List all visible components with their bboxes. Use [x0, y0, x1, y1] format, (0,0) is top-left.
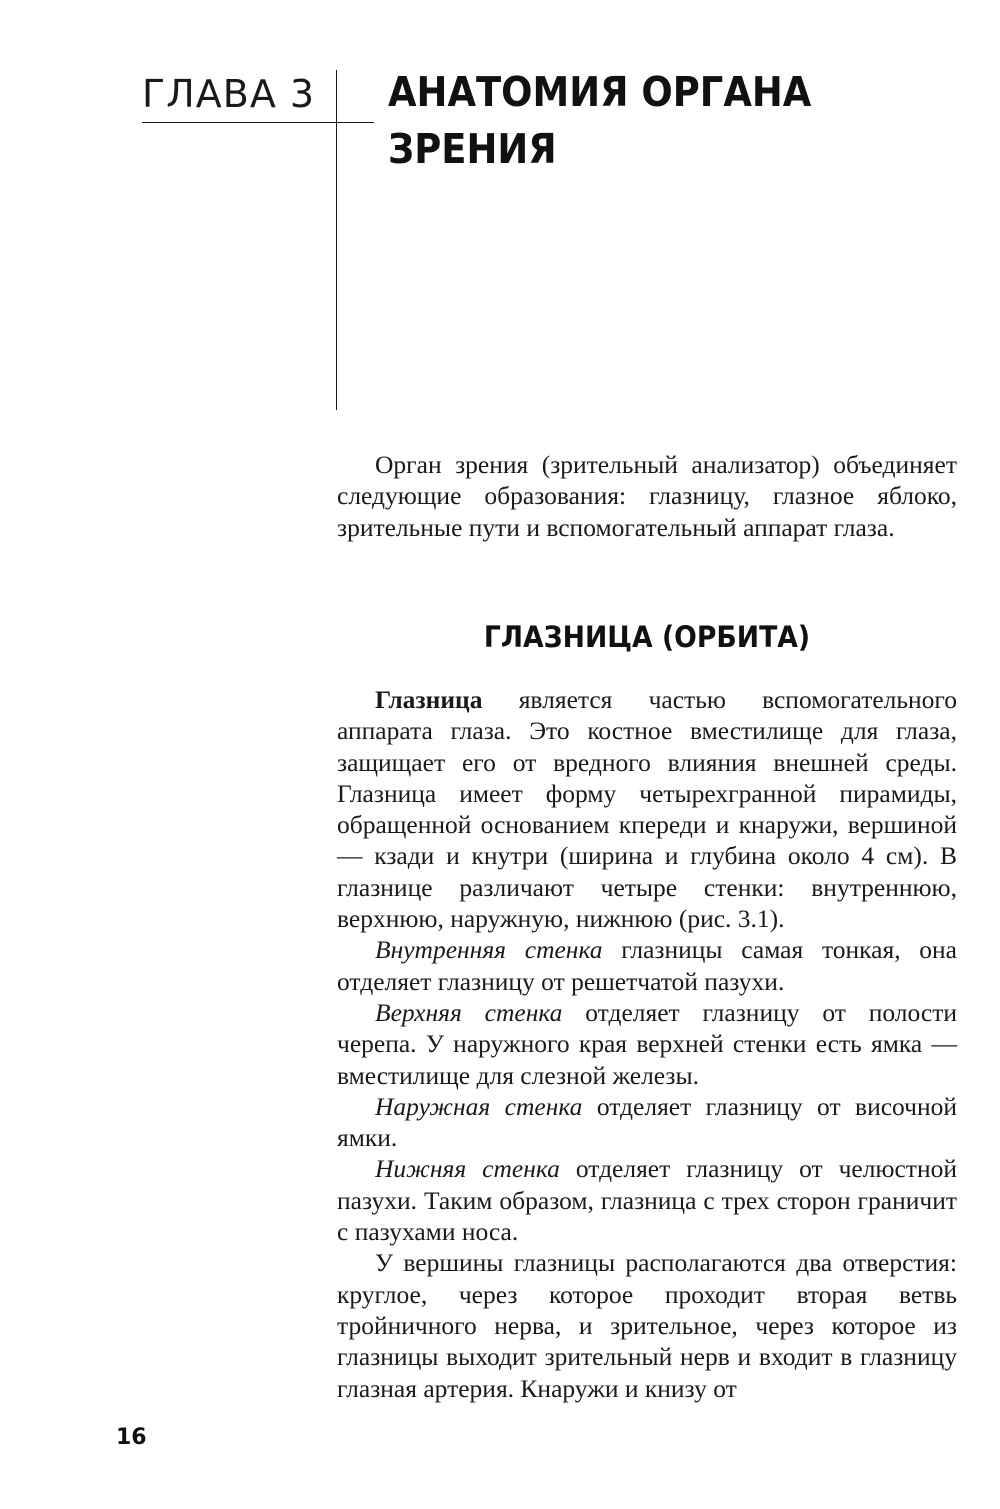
intro-paragraph: Орган зрения (зрительный анализатор) объединяет следующие образования: глазницу, глазное яблоко, зрительные пути и вспомогательный аппарат глаза. — [337, 450, 957, 542]
paragraph-orbit-apex: У вершины глазницы располагаются два отверстия: круглое, через которое проходит вторая ветвь тройничного нерва, и зрительное, через которое из глазницы выходит зрительный нерв и входит в глазницу глазная артерия. Кнаружи и книзу от — [337, 1248, 957, 1403]
paragraph-outer-wall — [337, 1091, 957, 1154]
paragraph-text: отделяет глазницу от височной ямки. — [337, 1091, 958, 1153]
section-heading: ГЛАЗНИЦА (ОРБИТА) — [483, 620, 811, 654]
chapter-title-line-1: АНАТОМИЯ ОРГАНА — [388, 68, 812, 116]
chapter-horizontal-rule — [142, 122, 374, 123]
paragraph-text: отделяет глазницу от челюстной пазухи. Таким образом, глазница с трех сторон граничит с пазухами носа. — [337, 1154, 957, 1247]
term-italic: Внутренняя стенка — [375, 935, 603, 965]
intro-paragraph-block — [337, 449, 957, 543]
term-italic: Нижняя стенка — [375, 1154, 560, 1184]
chapter-label: ГЛАВА 3 — [142, 72, 316, 116]
section-body — [337, 684, 957, 1404]
paragraph-text: отделяет глазницу от полости черепа. У наружного края верхней стенки есть ямка — вместилище для слезной железы. — [337, 997, 957, 1090]
term-italic: Верхняя стенка — [375, 997, 563, 1027]
chapter-title-line-2: ЗРЕНИЯ — [388, 125, 557, 173]
paragraph-orbit-definition — [337, 684, 957, 934]
paragraph-text: глазницы самая тонкая, она отделяет глазницу от решетчатой пазухи. — [337, 935, 958, 996]
page-number: 16 — [116, 1425, 147, 1450]
paragraph-inner-wall — [337, 934, 957, 997]
paragraph-upper-wall — [337, 997, 957, 1091]
chapter-vertical-rule — [336, 70, 337, 410]
paragraph-text: является частью вспомогательного аппарата глаза. Это костное вместилище для глаза, защищает его от вредного влияния внешней среды. Глазница имеет форму четырехгранной пирамиды, обращенной основанием кпереди и кнаружи, вершиной — кзади и кнутри (ширина и глубина около 4 см). В глазнице различают четыре стенки: внутреннюю, верхнюю, наружную, нижнюю (рис. 3.1). — [337, 685, 957, 934]
paragraph-lower-wall — [337, 1153, 957, 1247]
term-italic: Наружная стенка — [375, 1091, 583, 1121]
term-bold: Глазница — [375, 685, 483, 714]
chapter-title — [388, 64, 919, 178]
